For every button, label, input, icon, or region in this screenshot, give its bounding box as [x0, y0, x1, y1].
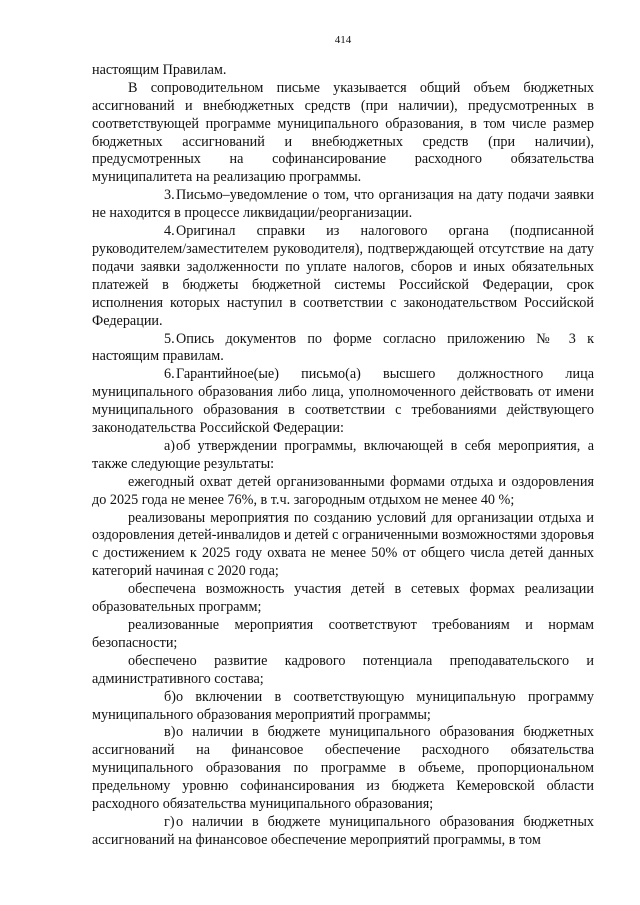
item-number: 6.: [164, 366, 175, 383]
paragraph-item: [92, 724, 594, 814]
paragraph-item: [92, 438, 594, 474]
paragraph: [92, 474, 594, 510]
paragraph-item: [92, 689, 594, 725]
page-number: 414: [334, 34, 352, 46]
paragraph-text: реализованные мероприятия соответствуют требованиям и нормам безопасности;: [92, 617, 594, 651]
paragraph-text: о наличии в бюджете муниципального образования бюджетных ассигнований на финансовое обеспечение мероприятий программы, в том: [92, 813, 594, 848]
paragraph-text: Опись документов по форме согласно приложению № 3 к настоящим правилам.: [92, 330, 594, 365]
item-number: 3.: [164, 187, 175, 204]
item-number: 5.: [164, 330, 175, 347]
paragraph-text: о наличии в бюджете муниципального образования бюджетных ассигнований на финансовое обеспечение расходного обязательства муниципального образования по программе в объеме, пропорциональном предельному уровню софинансирования из бюджета Кемеровской области расходного обязательства муниципального образования;: [92, 724, 594, 813]
item-number: б): [164, 688, 176, 705]
paragraph-text: об утверждении программы, включающей в себя мероприятия, а также следующие результаты:: [92, 437, 594, 472]
paragraph: [92, 581, 594, 617]
document-page: [92, 32, 594, 850]
item-number: в): [164, 724, 176, 741]
paragraph: [92, 80, 594, 187]
paragraph-text: ежегодный охват детей организованными формами отдыха и оздоровления до 2025 года не менее 76%, в т.ч. загородным отдыхом не менее 40 %;: [92, 473, 594, 508]
paragraph: [92, 62, 594, 80]
paragraph: [92, 510, 594, 582]
paragraph-item: [92, 187, 594, 223]
paragraph-text: о включении в соответствующую муниципальную программу муниципального образования мероприятий программы;: [92, 688, 594, 723]
paragraph-text: Гарантийное(ые) письмо(а) высшего должностного лица муниципального образования либо лица, уполномоченного действовать от имени муниципального образования в соответствии с требованиями действующего законодательства Российской Федерации:: [92, 366, 594, 437]
paragraph-text: Оригинал справки из налогового органа (подписанной руководителем/заместителем руководителя), подтверждающей отсутствие на дату подачи заявки задолженности по уплате налогов, сборов и иных обязательных платежей в бюджеты бюджетной системы Российской Федерации, срок исполнения которых наступил в соответствии с законодательством Российской Федерации.: [92, 223, 594, 329]
item-number: г): [164, 813, 175, 830]
paragraph-text: обеспечено развитие кадрового потенциала преподавательского и административного состава;: [92, 652, 594, 687]
paragraph: [92, 653, 594, 689]
item-number: а): [164, 437, 176, 454]
paragraph-text: Письмо–уведомление о том, что организация на дату подачи заявки не находится в процессе ликвидации/реорганизации.: [92, 187, 594, 222]
paragraph-text: В сопроводительном письме указывается общий объем бюджетных ассигнований и внебюджетных средств (при наличии), предусмотренных в соответствующей программе муниципального образования, в том числе размер бюджетных ассигнований и внебюджетных средств (при наличии), предусмотренных на софинансирование расходного обязательства муниципалитета на реализацию программы.: [92, 79, 594, 186]
paragraph-item: [92, 223, 594, 330]
paragraph-text: настоящим Правилам.: [92, 61, 227, 78]
paragraph-item: [92, 814, 594, 850]
paragraph-text: реализованы мероприятия по созданию условий для организации отдыха и оздоровления детей-инвалидов и детей с ограниченными возможностями здоровья с достижением к 2025 году охвата не менее 50% от общего числа детей данных категорий начиная с 2020 года;: [92, 509, 594, 580]
paragraph: [92, 617, 594, 653]
paragraph-item: [92, 366, 594, 438]
paragraph-item: [92, 331, 594, 367]
item-number: 4.: [164, 223, 175, 240]
paragraph-text: обеспечена возможность участия детей в сетевых формах реализации образовательных программ;: [92, 581, 594, 616]
